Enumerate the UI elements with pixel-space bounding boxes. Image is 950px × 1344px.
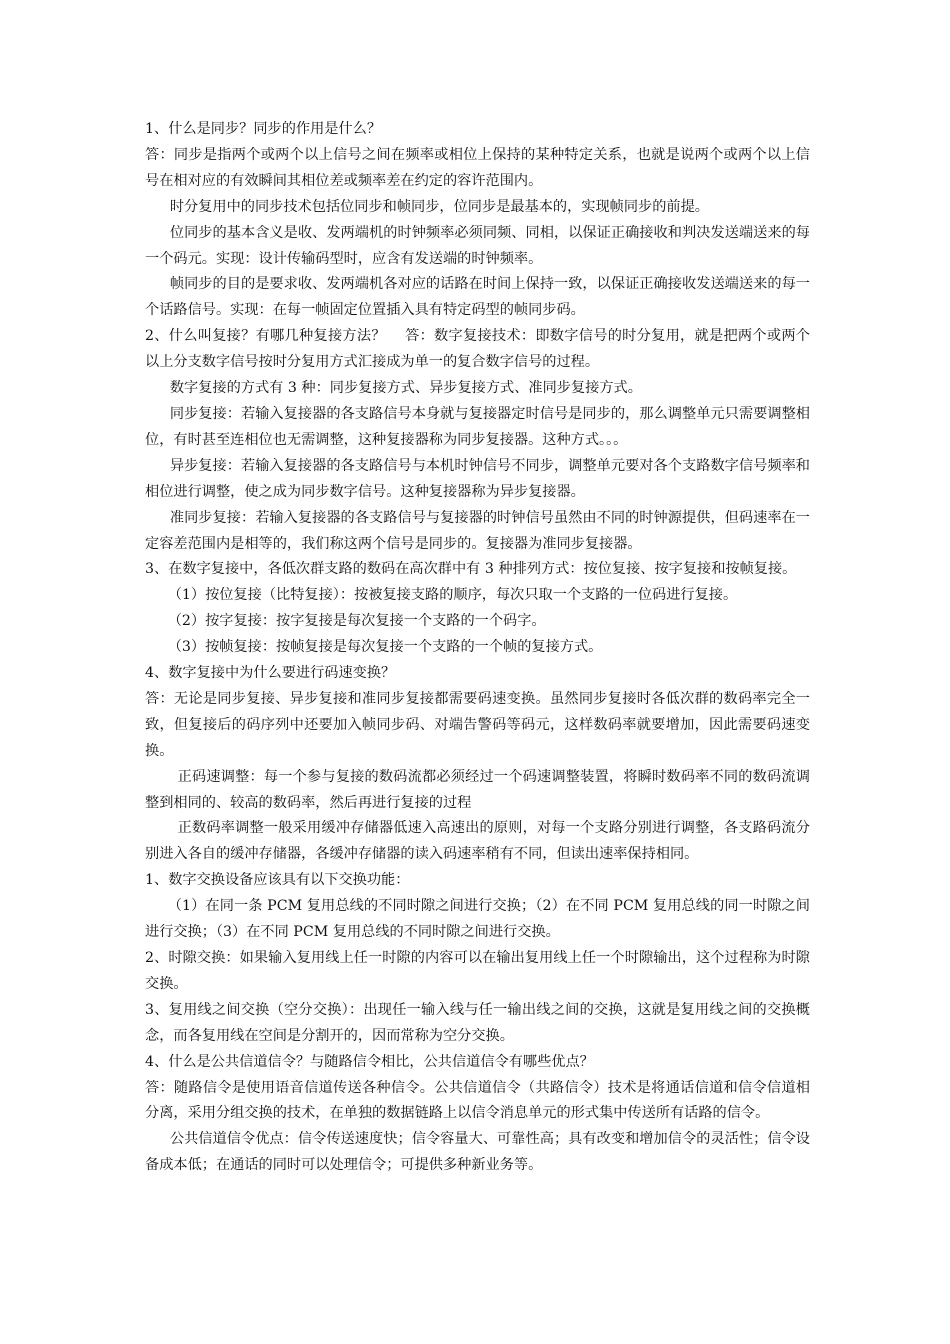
question-heading-sync: 1、什么是同步？同步的作用是什么？ bbox=[145, 121, 382, 137]
question-heading-rate-conversion: 4、数字复接中为什么要进行码速变换？ bbox=[145, 665, 396, 682]
paragraph-async-multiplexing: 异步复接：若输入复接器的各支路信号与本机时钟信号不同步，调整单元要对各个支路数字信号频率和相位进行调整，使之成为同步数字信号。这种复接器称为异步复接器。 bbox=[145, 457, 810, 500]
list-item-frame-interleave: （3）按帧复接：按帧复接是每次复接一个支路的一个帧的复接方式。 bbox=[167, 639, 603, 656]
paragraph-space-division-switching: 3、复用线之间交换（空分交换）：出现任一输入线与任一输出线之间的交换，这就是复用线之间的交换概念，而各复用线在空间是分割开的，因而常称为空分交换。 bbox=[145, 1001, 810, 1044]
question-heading-switching-functions: 1、数字交换设备应该具有以下交换功能： bbox=[145, 872, 410, 889]
paragraph-frame-sync: 帧同步的目的是要求收、发两端机各对应的话路在时间上保持一致，以保证正确接收发送端送来的每一个话路信号。实现：在每一帧固定位置插入具有特定码型的帧同步码。 bbox=[145, 276, 810, 319]
question-heading-arrangement: 3、在数字复接中，各低次群支路的数码在高次群中有 3 种排列方式：按位复接、按字复接和按帧复接。 bbox=[145, 561, 797, 578]
question-heading-multiplexing: 2、什么叫复接？有哪几种复接方法？ 答：数字复接技术：即数字信号的时分复用，就是把两个或两个以上分支数字信号按时分复用方式汇接成为单一的复合数字信号的过程。 bbox=[145, 328, 810, 371]
paragraph-ccs-advantages: 公共信道信令优点：信令传送速度快；信令容量大、可靠性高；具有改变和增加信令的灵活性；信令设备成本低；在通话的同时可以处理信令；可提供多种新业务等。 bbox=[145, 1131, 810, 1174]
question-heading-common-channel-signaling: 4、什么是公共信道信令？与随路信令相比，公共信道信令有哪些优点？ bbox=[145, 1053, 594, 1070]
paragraph-positive-justification: 正码速调整：每一个参与复接的数码流都必须经过一个码速调整装置，将瞬时数码率不同的数码流调整到相同的、较高的数码率，然后再进行复接的过程 bbox=[145, 768, 810, 811]
paragraph-time-slot-interchange: 2、时隙交换：如果输入复用线上任一时隙的内容可以在输出复用线上任一个时隙输出，这个过程称为时隙交换。 bbox=[145, 950, 810, 992]
answer-sync-definition: 答：同步是指两个或两个以上信号之间在频率或相位上保持的某种特定关系，也就是说两个或两个以上信号在相对应的有效瞬间其相位差或频率差在约定的容许范围内。 bbox=[145, 146, 810, 189]
paragraph-sync-multiplexing: 同步复接：若输入复接器的各支路信号本身就与复接器定时信号是同步的，那么调整单元只需要调整相位，有时甚至连相位也无需调整，这种复接器称为同步复接器。这种方式。。。 bbox=[145, 405, 810, 448]
document-body bbox=[145, 117, 810, 1179]
paragraph-multiplexing-modes: 数字复接的方式有 3 种：同步复接方式、异步复接方式、准同步复接方式。 bbox=[169, 380, 642, 397]
paragraph-tdm-sync: 时分复用中的同步技术包括位同步和帧同步，位同步是最基本的，实现帧同步的前提。 bbox=[169, 198, 709, 215]
answer-rate-conversion: 答：无论是同步复接、异步复接和准同步复接都需要码速变换。虽然同步复接时各低次群的数码率完全一致，但复接后的码序列中还要加入帧同步码、对端告警码等码元，这样数码率就要增加，因此需要码速变换。 bbox=[145, 690, 810, 759]
answer-common-channel-signaling: 答：随路信令是使用语音信道传送各种信令。公共信道信令（共路信令）技术是将通话信道和信令信道相分离，采用分组交换的技术，在单独的数据链路上以信令消息单元的形式集中传送所有话路的信令。 bbox=[145, 1079, 810, 1122]
paragraph-positive-rate-adjustment: 正数码率调整一般采用缓冲存储器低速入高速出的原则，对每一个支路分别进行调整，各支路码流分别进入各自的缓冲存储器，各缓冲存储器的读入码速率稍有不同，但读出速率保持相同。 bbox=[145, 820, 810, 863]
paragraph-plesiochronous-multiplexing: 准同步复接：若输入复接器的各支路信号与复接器的时钟信号虽然由不同的时钟源提供，但码速率在一定容差范围内是相等的，我们称这两个信号是同步的。复接器为准同步复接器。 bbox=[145, 509, 810, 552]
list-item-bit-interleave: （1）按位复接（比特复接）：按被复接支路的顺序，每次只取一个支路的一位码进行复接。 bbox=[167, 587, 738, 604]
list-item-word-interleave: （2）按字复接：按字复接是每次复接一个支路的一个码字。 bbox=[167, 613, 546, 630]
paragraph-bit-sync: 位同步的基本含义是收、发两端机的时钟频率必须同频、同相，以保证正确接收和判决发送端送来的每一个码元。实现：设计传输码型时，应含有发送端的时钟频率。 bbox=[145, 224, 810, 267]
paragraph-switching-functions: （1）在同一条 PCM 复用总线的不同时隙之间进行交换；（2）在不同 PCM 复用总线的同一时隙之间进行交换；（3）在不同 PCM 复用总线的不同时隙之间进行交换。 bbox=[145, 898, 810, 941]
